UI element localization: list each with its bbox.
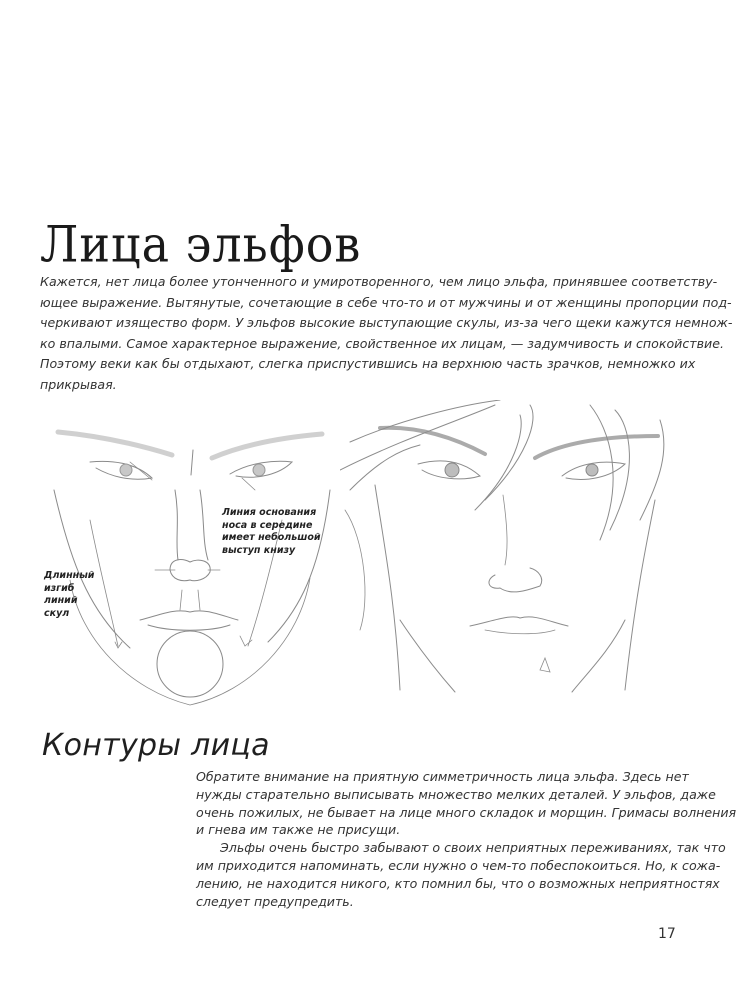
section-line: следует предупредить. [196,893,354,909]
intro-line: ющее выражение. Вытянутые, сочетающие в себе что-то и от мужчины и от женщины пропорции под- [40,294,732,310]
section-line: им приходится напоминать, если нужно о чем-то побеспокоиться. Но, к сожа- [196,857,721,873]
page-title: Лица эльфов [40,215,362,274]
intro-line: прикрывая. [40,376,117,392]
section-paragraph [196,768,737,910]
section-line: очень пожилых, не бывает на лице много складок и морщин. Гримасы волнения [196,804,737,820]
intro-line: ко впалыми. Самое характерное выражение, свойственное их лицам, — задумчивость и спокойствие. [40,335,724,351]
intro-line: Поэтому веки как бы отдыхают, слегка приспустившись на верхнюю часть зрачков, немножко их [40,356,696,371]
section-line: Обратите внимание на приятную симметричность лица эльфа. Здесь нет [196,769,689,784]
intro-paragraph [40,272,733,395]
elf-face-sketch [340,400,720,720]
annotation-cheekbone-curve: Длинный изгиб линий скул [44,570,95,619]
intro-line: Кажется, нет лица более утонченного и умиротворенного, чем лицо эльфа, принявшее соответству- [40,274,718,289]
section-line: лению, не находится никого, кто помнил бы, что о возможных неприятностях [196,875,720,891]
face-construction-sketch [30,410,350,710]
section-line: нужды старательно выписывать множество мелких деталей. У эльфов, даже [196,786,716,802]
annotation-nose-base: Линия основания носа в середине имеет небольшой выступ книзу [222,507,321,556]
page-number: 17 [658,926,676,942]
section-title: Контуры лица [42,728,270,763]
intro-line: черкивают изящество форм. У эльфов высокие выступающие скулы, из-за чего щеки кажутся немнож- [40,315,733,330]
section-line: Эльфы очень быстро забывают о своих неприятных переживаниях, так что [220,840,726,856]
section-line: и гнева им также не присущи. [196,822,401,838]
